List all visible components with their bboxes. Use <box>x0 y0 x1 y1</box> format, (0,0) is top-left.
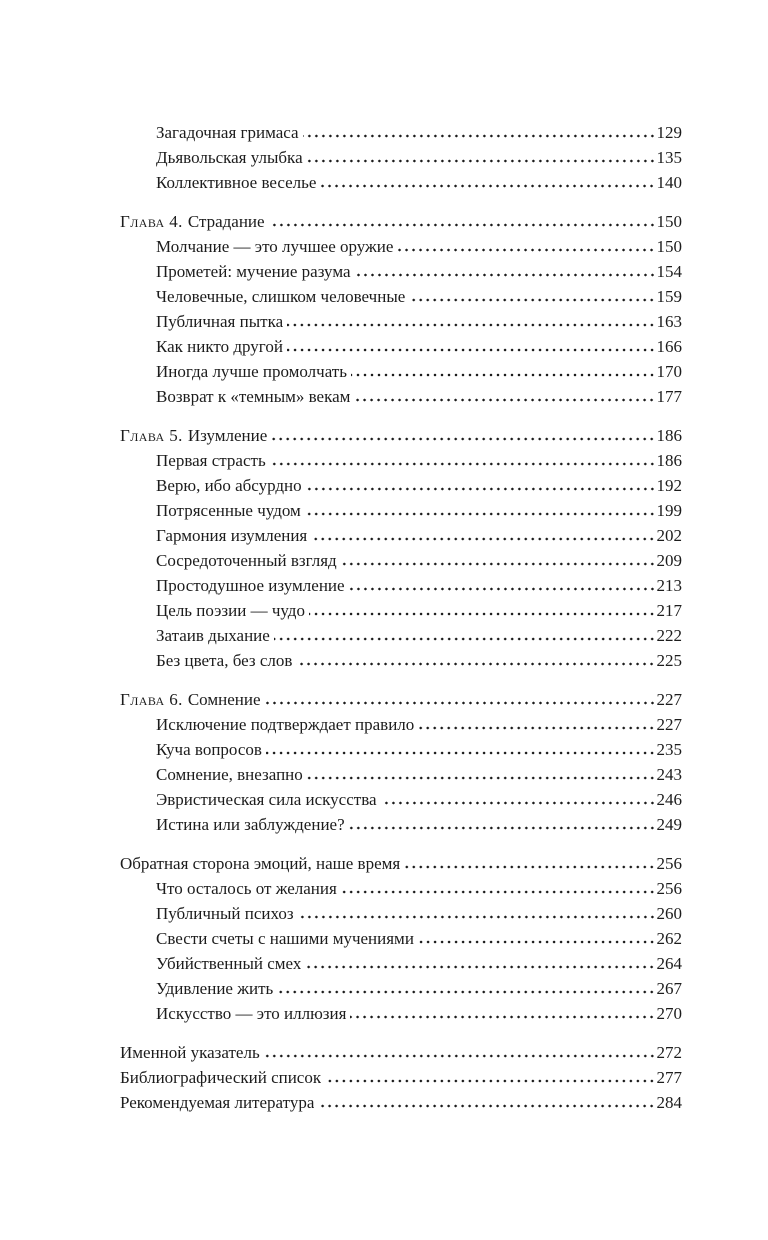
toc-entry <box>120 548 682 573</box>
toc-entry-page: 270 <box>656 1004 682 1023</box>
dot-leader <box>305 965 655 969</box>
toc-entry <box>120 1065 682 1090</box>
toc-entry-chapter-prefix: Глава 5. <box>120 426 183 445</box>
toc-entry-title: Публичная пытка <box>156 312 284 331</box>
toc-entry <box>120 976 682 1001</box>
dot-leader <box>381 801 656 805</box>
toc-entry-page: 246 <box>656 790 682 809</box>
toc-entry-label <box>120 1040 260 1065</box>
dot-leader <box>341 890 656 894</box>
dot-leader <box>318 1104 655 1108</box>
toc-entry-label <box>156 951 301 976</box>
toc-entry <box>120 1090 682 1115</box>
toc-entry-title: Сомнение, внезапно <box>156 765 303 784</box>
toc-entry-page: 235 <box>656 740 682 759</box>
toc-entry-page: 177 <box>656 387 682 406</box>
toc-entry-label <box>156 1001 346 1026</box>
toc-entry-page: 217 <box>656 601 682 620</box>
toc-entry <box>120 787 682 812</box>
toc-entry-page: 199 <box>656 501 682 520</box>
toc-entry-title: Без цвета, без слов <box>156 651 293 670</box>
dot-leader <box>355 273 656 277</box>
toc-entry-title: Сомнение <box>187 690 261 709</box>
dot-leader <box>303 134 656 138</box>
dot-leader <box>351 373 656 377</box>
toc-entry-page: 284 <box>656 1093 682 1112</box>
toc-entry <box>120 737 682 762</box>
toc-entry-title: Удивление жить <box>156 979 274 998</box>
dot-leader <box>418 940 656 944</box>
toc-entry-page: 227 <box>656 715 682 734</box>
toc-entry-page: 186 <box>656 426 682 445</box>
toc-entry <box>120 901 682 926</box>
toc-entry-page: 140 <box>656 173 682 192</box>
toc-entry-page: 213 <box>656 576 682 595</box>
dot-leader <box>350 1015 655 1019</box>
toc-entry-page: 135 <box>656 148 682 167</box>
toc-entry-label <box>156 926 414 951</box>
dot-leader <box>305 512 656 516</box>
toc-entry-title: Первая страсть <box>156 451 266 470</box>
toc-entry-page: 222 <box>656 626 682 645</box>
toc-entry-label <box>156 787 377 812</box>
toc-entry-label <box>120 1090 314 1115</box>
toc-entry <box>120 1001 682 1026</box>
toc-entry-title: Дьявольская улыбка <box>156 148 303 167</box>
toc-entry-page: 154 <box>656 262 682 281</box>
toc-entry-page: 243 <box>656 765 682 784</box>
dot-leader <box>354 398 655 402</box>
toc-entry-page: 192 <box>656 476 682 495</box>
dot-leader <box>341 562 656 566</box>
dot-leader <box>311 537 655 541</box>
toc-entry-title: Человечные, слишком человечные <box>156 287 406 306</box>
toc-entry <box>120 951 682 976</box>
toc-entry-page: 227 <box>656 690 682 709</box>
toc-entry-label <box>156 448 266 473</box>
toc-entry-label <box>120 209 265 234</box>
toc-entry-page: 170 <box>656 362 682 381</box>
toc-entry-title: Гармония изумления <box>156 526 308 545</box>
toc-entry <box>120 712 682 737</box>
toc-entry <box>120 170 682 195</box>
toc-entry <box>120 359 682 384</box>
toc-entry <box>120 120 682 145</box>
toc-entry-title: Исключение подтверждает правило <box>156 715 415 734</box>
toc-entry-title: Искусство — это иллюзия <box>156 1004 347 1023</box>
toc-entry-title: Свести счеты с нашими мучениями <box>156 929 414 948</box>
toc-entry-page: 256 <box>656 854 682 873</box>
dot-leader <box>325 1079 655 1083</box>
toc-entry <box>120 523 682 548</box>
dot-leader <box>307 159 656 163</box>
toc-entry-label <box>156 234 393 259</box>
toc-entry-title: Верю, ибо абсурдно <box>156 476 302 495</box>
toc-entry-title: Цель поэзии — чудо <box>156 601 305 620</box>
toc-list <box>120 120 682 1115</box>
toc-entry-label <box>156 523 307 548</box>
toc-entry-page: 129 <box>656 123 682 142</box>
toc-entry <box>120 598 682 623</box>
toc-entry <box>120 926 682 951</box>
toc-entry-label <box>156 648 292 673</box>
toc-entry-title: Куча вопросов <box>156 740 262 759</box>
dot-leader <box>287 323 655 327</box>
toc-entry-title: Что осталось от желания <box>156 879 337 898</box>
toc-entry <box>120 448 682 473</box>
toc-entry <box>120 234 682 259</box>
toc-entry-title: Публичный психоз <box>156 904 294 923</box>
toc-entry-label <box>156 145 303 170</box>
toc-entry-label <box>120 423 267 448</box>
toc-entry-label <box>156 120 299 145</box>
toc-entry <box>120 423 682 448</box>
dot-leader <box>307 776 656 780</box>
toc-entry <box>120 851 682 876</box>
toc-entry-label <box>156 170 316 195</box>
toc-entry-title: Рекомендуемая литература <box>120 1093 315 1112</box>
dot-leader <box>349 587 656 591</box>
toc-entry <box>120 284 682 309</box>
toc-entry-label <box>120 851 400 876</box>
toc-entry-label <box>156 359 347 384</box>
dot-leader <box>320 184 655 188</box>
toc-entry-title: Молчание — это лучшее оружие <box>156 237 394 256</box>
toc-entry <box>120 473 682 498</box>
toc-entry-label <box>156 473 302 498</box>
toc-entry-page: 225 <box>656 651 682 670</box>
dot-leader <box>270 462 656 466</box>
toc-entry-label <box>156 598 305 623</box>
toc-entry-label <box>156 712 414 737</box>
dot-leader <box>409 298 655 302</box>
toc-entry-title: Страдание <box>187 212 265 231</box>
toc-entry-label <box>156 384 350 409</box>
toc-entry-label <box>156 573 345 598</box>
dot-leader <box>269 223 656 227</box>
toc-entry-chapter-prefix: Глава 6. <box>120 690 183 709</box>
toc-entry-page: 166 <box>656 337 682 356</box>
toc-entry-page: 260 <box>656 904 682 923</box>
toc-entry-page: 202 <box>656 526 682 545</box>
toc-entry-title: Загадочная гримаса <box>156 123 299 142</box>
toc-entry-label <box>156 498 301 523</box>
toc-entry-title: Обратная сторона эмоций, наше время <box>120 854 401 873</box>
dot-leader <box>287 348 656 352</box>
toc-entry-chapter-prefix: Глава 4. <box>120 212 183 231</box>
dot-leader <box>266 751 656 755</box>
toc-entry-label <box>156 259 351 284</box>
toc-entry-label <box>156 812 345 837</box>
toc-entry <box>120 876 682 901</box>
toc-entry-title: Эвристическая сила искусства <box>156 790 377 809</box>
dot-leader <box>271 437 655 441</box>
toc-entry-page: 209 <box>656 551 682 570</box>
dot-leader <box>404 865 655 869</box>
toc-entry <box>120 648 682 673</box>
toc-entry <box>120 145 682 170</box>
dot-leader <box>397 248 655 252</box>
toc-entry-title: Потрясенные чудом <box>156 501 301 520</box>
toc-entry-page: 277 <box>656 1068 682 1087</box>
toc-entry-label <box>156 334 283 359</box>
toc-entry-title: Как никто другой <box>156 337 283 356</box>
toc-entry <box>120 812 682 837</box>
dot-leader <box>349 826 656 830</box>
dot-leader <box>298 915 656 919</box>
toc-entry-title: Простодушное изумление <box>156 576 345 595</box>
toc-entry <box>120 384 682 409</box>
dot-leader <box>264 1054 656 1058</box>
toc-entry-title: Иногда лучше промолчать <box>156 362 347 381</box>
toc-entry-title: Истина или заблуждение? <box>156 815 345 834</box>
toc-entry-page: 150 <box>656 237 682 256</box>
toc-entry <box>120 762 682 787</box>
toc-entry <box>120 259 682 284</box>
toc-entry-page: 249 <box>656 815 682 834</box>
toc-entry <box>120 334 682 359</box>
toc-entry-title: Именной указатель <box>120 1043 260 1062</box>
toc-entry-title: Прометей: мучение разума <box>156 262 351 281</box>
dot-leader <box>309 612 656 616</box>
toc-entry-label <box>156 623 270 648</box>
toc-entry-label <box>156 762 303 787</box>
toc-entry-label <box>120 687 261 712</box>
toc-entry-title: Затаив дыхание <box>156 626 270 645</box>
toc-entry-label <box>120 1065 321 1090</box>
dot-leader <box>306 487 656 491</box>
toc-entry-page: 256 <box>656 879 682 898</box>
toc-entry-page: 272 <box>656 1043 682 1062</box>
toc-entry <box>120 1040 682 1065</box>
toc-entry-page: 163 <box>656 312 682 331</box>
toc-entry-page: 186 <box>656 451 682 470</box>
dot-leader <box>277 990 655 994</box>
dot-leader <box>296 662 655 666</box>
toc-entry-page: 264 <box>656 954 682 973</box>
toc-entry-label <box>156 737 262 762</box>
toc-entry-page: 267 <box>656 979 682 998</box>
toc-entry <box>120 573 682 598</box>
toc-entry-label <box>156 284 405 309</box>
toc-entry-label <box>156 548 337 573</box>
toc-entry-title: Сосредоточенный взгляд <box>156 551 337 570</box>
toc-entry-page: 159 <box>656 287 682 306</box>
toc-entry <box>120 309 682 334</box>
toc-entry <box>120 623 682 648</box>
dot-leader <box>265 701 656 705</box>
toc-entry-title: Библиографический список <box>120 1068 322 1087</box>
toc-entry-label <box>156 876 337 901</box>
toc-entry-title: Коллективное веселье <box>156 173 317 192</box>
toc-entry-title: Убийственный смех <box>156 954 302 973</box>
toc-entry-label <box>156 976 273 1001</box>
toc-entry <box>120 498 682 523</box>
toc-entry-label <box>156 309 283 334</box>
toc-entry-page: 262 <box>656 929 682 948</box>
toc-entry <box>120 209 682 234</box>
toc-entry-page: 150 <box>656 212 682 231</box>
toc-entry-label <box>156 901 294 926</box>
dot-leader <box>418 726 655 730</box>
dot-leader <box>274 637 656 641</box>
toc-entry-title: Возврат к «темным» векам <box>156 387 351 406</box>
toc-entry-title: Изумление <box>187 426 268 445</box>
toc-entry <box>120 687 682 712</box>
